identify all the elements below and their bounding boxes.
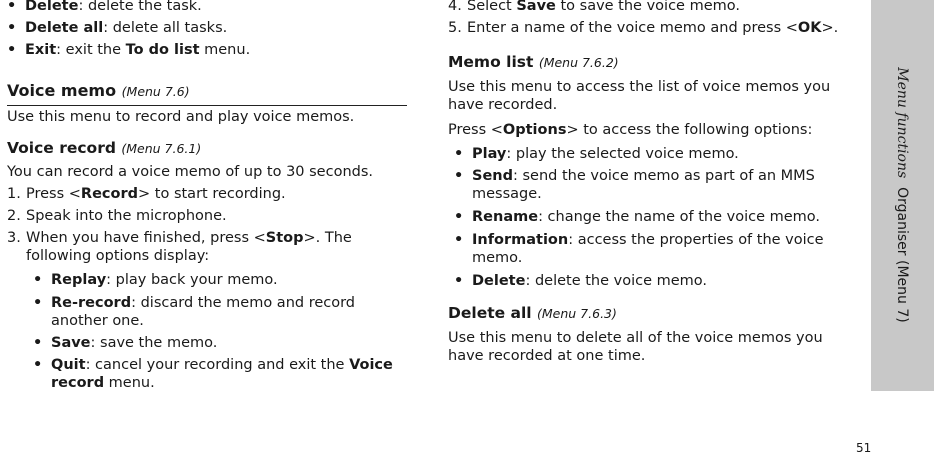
bullet-icon: • [33,335,43,351]
list-item: • Information: access the properties of the voice memo. [454,232,824,266]
step-item: 3. When you have finished, press <Stop>. The following options display: [7,230,352,264]
subsection-heading-delete-all: Delete all (Menu 7.6.3) [448,304,617,322]
section-description: Use this menu to record and play voice memos. [7,109,355,125]
list-item: • Delete: delete the task. [7,0,405,15]
bullet-icon: • [33,295,43,311]
bullet-icon: • [454,273,464,289]
bullet-icon: • [454,209,464,225]
bullet-icon: • [454,168,464,184]
list-item: • Rename: change the name of the voice memo. [454,209,821,225]
step-item: 1. Press <Record> to start recording. [7,186,286,202]
list-item: • Delete all: delete all tasks. [7,20,228,36]
subsection-heading-memo-list: Memo list (Menu 7.6.2) [448,53,619,71]
subsection-description: Use this menu to access the list of voice memos you have recorded. [448,79,831,113]
bullet-icon: • [7,0,17,14]
bullet-icon: • [454,146,464,162]
bullet-icon: • [33,272,43,288]
bullet-icon: • [33,357,43,373]
bullet-icon: • [454,232,464,248]
list-item: • Re-record: discard the memo and record another one. [33,295,356,329]
step-item: 4. Select Save to save the voice memo. [448,0,740,14]
subsection-description: You can record a voice memo of up to 30 seconds. [7,164,374,180]
step-item: 2. Speak into the microphone. [7,208,227,224]
list-item: • Play: play the selected voice memo. [454,146,739,162]
list-item: • Quit: cancel your recording and exit the Voice record menu. [33,357,393,391]
list-item: • Send: send the voice memo as part of an MMS message. [454,168,815,202]
list-item: • Save: save the memo. [33,335,218,351]
page-number: 51 [856,441,872,455]
bullet-icon: • [7,42,17,58]
list-item: • Replay: play back your memo. [33,272,278,288]
side-tab-label: Menu functions Organiser (Menu 7) [894,67,910,323]
bullet-icon: • [7,20,17,36]
subsection-description: Use this menu to delete all of the voice memos you have recorded at one time. [448,330,823,364]
list-item: • Exit: exit the To do list menu. [7,42,251,58]
list-item: • Delete: delete the voice memo. [454,273,708,289]
step-item: 5. Enter a name of the voice memo and press <OK>. [448,20,839,36]
options-intro: Press <Options> to access the following options: [448,122,813,138]
section-heading-voice-memo: Voice memo (Menu 7.6) [7,81,407,106]
subsection-heading-voice-record: Voice record (Menu 7.6.1) [7,139,202,157]
